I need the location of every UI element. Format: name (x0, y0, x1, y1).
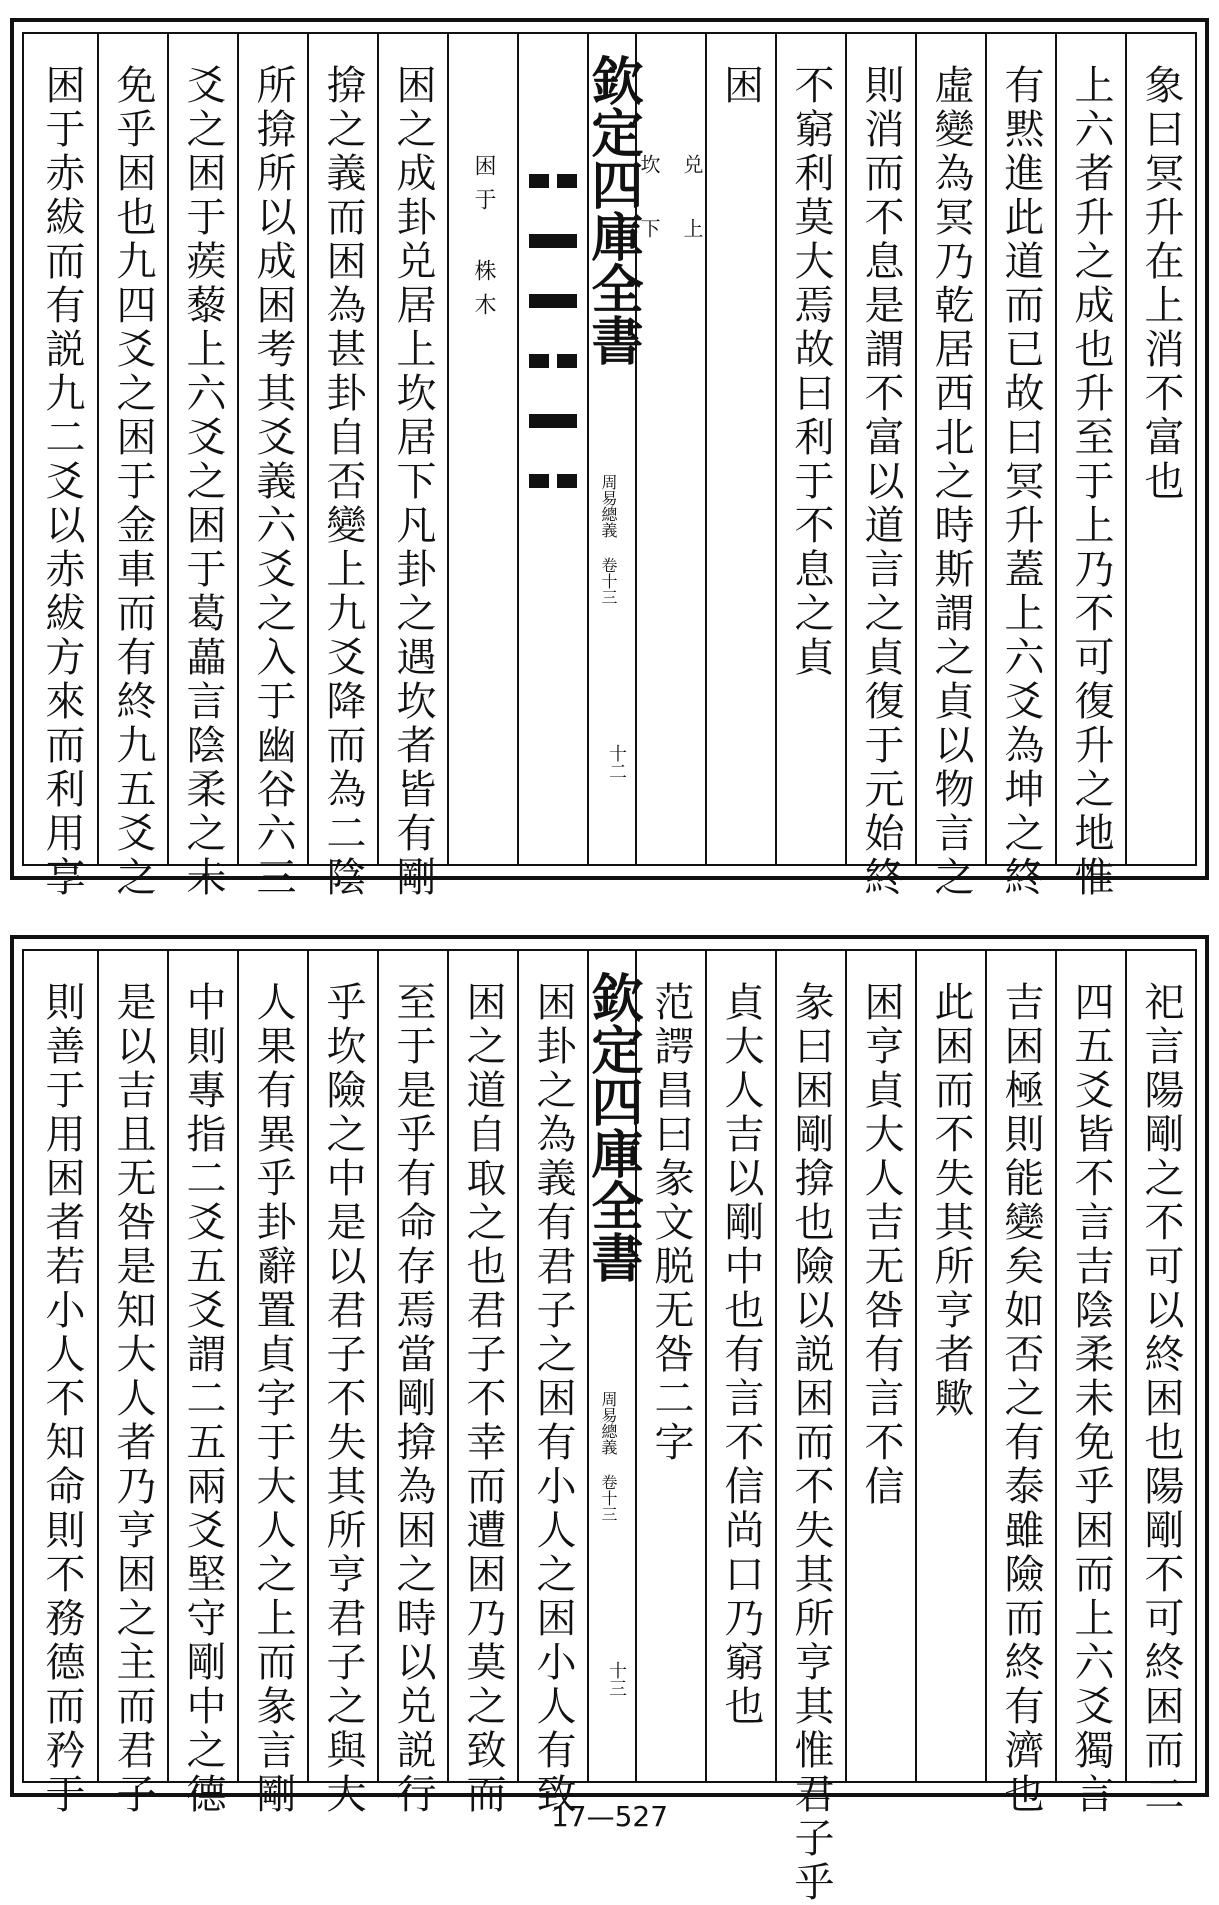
text-column (1125, 34, 1195, 864)
column-text: 此困而不失其所亨者歟 (928, 981, 974, 1421)
column-text: 貞大人吉以剛中也有言不信尚口乃窮也 (718, 981, 764, 1729)
column-text: 中則專指二爻五爻謂二五兩爻堅守剛中之德 (180, 981, 226, 1817)
line-labels (447, 34, 517, 864)
column-text: 祀言陽剛之不可以終困也陽剛不可終困而二 (1138, 981, 1184, 1817)
hexagram-figure (517, 34, 587, 864)
hexagram-name: 困 (717, 64, 764, 104)
book-title: 欽定四庫全書 (582, 971, 643, 1283)
text-column (705, 34, 775, 864)
column-text: 四五爻皆不言吉陰柔未免乎困而上六爻獨言 (1068, 981, 1114, 1817)
folio-number: 十二 (606, 744, 627, 780)
column-text: 人果有異乎卦辭置貞字于大人之上而彖言剛 (250, 981, 296, 1817)
page-number: 17—527 (550, 1800, 669, 1833)
center-spine (582, 951, 643, 1781)
center-spine (582, 34, 643, 864)
yin-line-right (557, 174, 577, 188)
column-text: 困之道自取之也君子不幸而遭困乃莫之致而 (460, 981, 506, 1817)
text-column (915, 951, 985, 1781)
column-text: 虛變為冥乃乾居西北之時斯謂之貞以物言之 (928, 64, 974, 900)
line-label-text: 困于 株木 (471, 154, 496, 327)
text-column (377, 951, 447, 1817)
column-text: 有黙進此道而已故曰冥升蓋上六爻為坤之終 (998, 64, 1044, 900)
column-text: 則消而不息是謂不富以道言之貞復于元始終 (858, 64, 904, 900)
column-text: 乎坎險之中是以君子不失其所亨君子之與大 (320, 981, 366, 1817)
text-column (775, 34, 845, 864)
text-column (845, 951, 915, 1781)
text-column (167, 34, 237, 900)
top-page (10, 18, 1209, 900)
text-column (237, 34, 307, 900)
column-text: 不窮利莫大焉故曰利于不息之貞 (788, 64, 834, 680)
book-title: 欽定四庫全書 (582, 54, 643, 366)
top-columns (24, 34, 1195, 900)
text-column (1055, 34, 1125, 900)
text-column (635, 951, 705, 1781)
column-text: 困卦之為義有君子之困有小人之困小人有致 (530, 981, 576, 1817)
column-text: 困于赤紱而有説九二爻以赤紱方來而利用享 (39, 64, 85, 900)
text-column (845, 34, 915, 900)
text-column (915, 34, 985, 900)
column-text: 象曰冥升在上消不富也 (1138, 64, 1184, 504)
column-text: 則善于用困者若小人不知命則不務德而矜于 (39, 981, 85, 1817)
text-column (775, 951, 845, 1905)
yin-line-left (529, 474, 549, 488)
book-section: 周易總義 卷十三 (599, 474, 618, 605)
column-text: 吉困極則能變矣如否之有泰雖險而終有濟也 (998, 981, 1044, 1817)
text-column (167, 951, 237, 1817)
yin-line-left (529, 174, 549, 188)
text-column (307, 951, 377, 1817)
column-text: 至于是乎有命存焉當剛揜為困之時以兑説行 (390, 981, 436, 1817)
column-text: 爻之困于蒺藜上六爻之困于葛藟言陰柔之未 (180, 64, 226, 900)
text-column (237, 951, 307, 1817)
text-column (517, 951, 587, 1817)
text-column (97, 951, 167, 1817)
column-text: 困亨貞大人吉无咎有言不信 (858, 981, 904, 1509)
trigram-column (635, 34, 705, 864)
yang-line (529, 414, 577, 428)
lower-trigram: 坎 下 (637, 154, 661, 248)
yin-line-right (557, 474, 577, 488)
text-column (705, 951, 775, 1781)
column-text: 所揜所以成困考其爻義六爻之入于幽谷六三 (250, 64, 296, 900)
folio-number: 十三 (606, 1661, 627, 1697)
text-column (1125, 951, 1195, 1817)
top-page-frame (22, 32, 1197, 900)
text-column (985, 951, 1055, 1817)
column-text: 是以吉且无咎是知大人者乃亨困之主而君子 (110, 981, 156, 1817)
yang-line (529, 234, 577, 248)
text-column (27, 34, 97, 900)
yin-line-left (529, 354, 549, 368)
text-column (377, 34, 447, 900)
text-column (97, 34, 167, 900)
column-text: 彖曰困剛揜也險以説困而不失其所亨其惟君子乎 (788, 981, 834, 1905)
column-text: 困之成卦兑居上坎居下凡卦之遇坎者皆有剛 (390, 64, 436, 900)
book-section: 周易總義 卷十三 (599, 1391, 618, 1522)
column-text: 范諤昌曰彖文脱无咎二字 (648, 981, 694, 1465)
column-text: 免乎困也九四爻之困于金車而有終九五爻之 (110, 64, 156, 900)
text-column (447, 951, 517, 1817)
column-text: 上六者升之成也升至于上乃不可復升之地惟 (1068, 64, 1114, 900)
yang-line (529, 294, 577, 308)
text-column (985, 34, 1055, 900)
text-column (307, 34, 377, 900)
yin-line-right (557, 354, 577, 368)
column-text: 揜之義而困為甚卦自否變上九爻降而為二陰 (320, 64, 366, 900)
text-column (27, 951, 97, 1817)
text-column (1055, 951, 1125, 1817)
upper-trigram: 兑 上 (680, 154, 704, 248)
